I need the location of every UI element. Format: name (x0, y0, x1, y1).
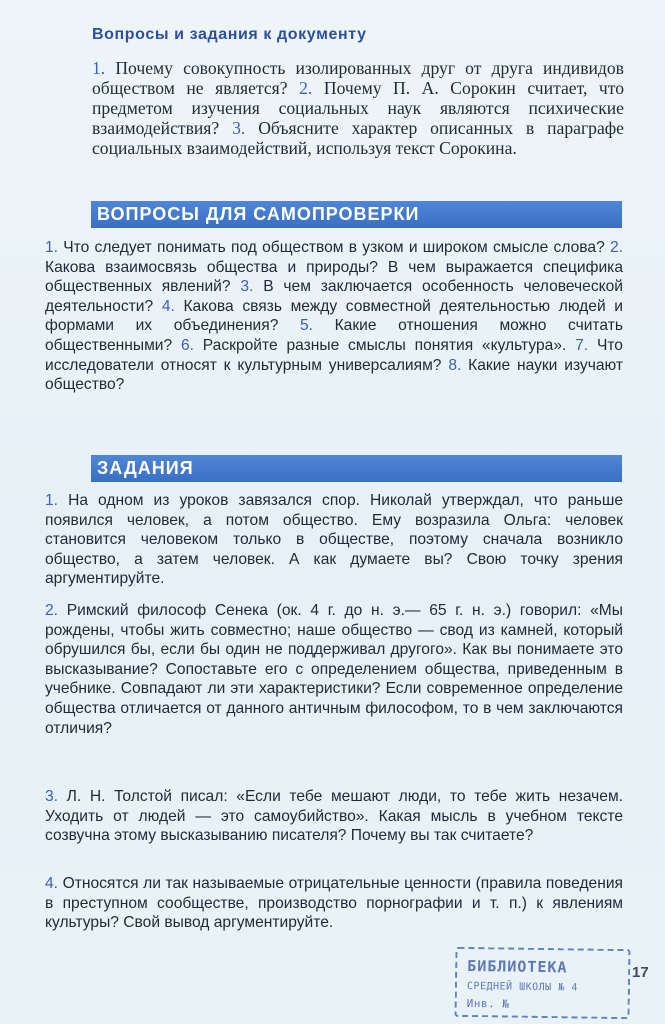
stamp-line-library: БИБЛИОТЕКА (467, 956, 568, 977)
task-text: Римский философ Сенека (ок. 4 г. до н. э.— 65 г. н. э.) говорил: «Мы рождены, чтобы жить совместно; наше общество — свод из камней, который обрушился бы, если бы один не поддерживал другого». Как вы понимаете это высказывание? Сопоставьте его с определением общества, приведенным в учебнике. Совпадают ли эти характеристики? Если современное определение общества отличается от данного античным философом, то в чем заключаются отличия? (45, 602, 623, 737)
question-number: 2. (609, 239, 623, 256)
self-check-heading: ВОПРОСЫ ДЛЯ САМОПРОВЕРКИ (97, 204, 420, 224)
task-text: Л. Н. Толстой писал: «Если тебе мешают люди, то тебе жить незачем. Уходить от людей — это самоубийство». Какая мысль в учебном тексте созвучна этому высказыванию писателя? Почему вы так считаете? (45, 788, 623, 845)
question-text: Какие науки изучают общество? (45, 356, 624, 394)
question-text: Какова взаимосвязь общества и природы? В чем выражается специфика общественных явлений? (45, 258, 623, 296)
task-number: 4. (45, 875, 59, 892)
question-number: 5. (299, 317, 313, 335)
question-number: 1. (92, 58, 106, 78)
question-number: 3. (232, 118, 246, 138)
question-text: Что следует понимать под обществом в узком и широком смысле слова? (58, 239, 610, 256)
self-check-heading-bar (91, 201, 622, 228)
question-text: Почему совокупность изолированных друг от друга индивидов обществом не является? (92, 58, 624, 98)
question-number: 3. (240, 278, 254, 296)
question-text: Какие отношения можно считать общественными? (45, 317, 623, 354)
question-text: Почему П. А. Сорокин считает, что предметом изучения социальных наук являются психические взаимодействия? (92, 78, 624, 138)
question-number: 1. (45, 239, 59, 256)
task-item (45, 787, 623, 846)
library-stamp (455, 947, 631, 1019)
question-number: 8. (448, 356, 462, 374)
question-text: Какова связь между совместной деятельностью людей и формами их объединения? (45, 297, 624, 335)
question-number: 4. (161, 297, 175, 315)
question-text: Объясните характер описанных в параграфе социальных взаимодействий, используя текст Сорокина. (92, 118, 624, 158)
task-item (45, 601, 623, 738)
task-text: Относятся ли так называемые отрицательные ценности (правила поведения в преступном сообществе, производство порнографии и т. п.) к явлениям культуры? Свой вывод аргументируйте. (45, 875, 623, 932)
tasks-heading-bar (91, 455, 622, 482)
page-number: 17 (632, 964, 649, 981)
task-item (45, 874, 623, 933)
self-check-questions-text (45, 238, 623, 395)
task-number: 1. (45, 492, 59, 509)
question-number: 6. (180, 336, 194, 354)
task-number: 2. (45, 602, 59, 619)
question-text: Что исследователи относят к культурным универсалиям? (45, 336, 623, 374)
task-number: 3. (45, 788, 59, 805)
stamp-line-inventory: Инв. № (466, 996, 510, 1011)
question-number: 7. (575, 336, 589, 354)
tasks-heading: ЗАДАНИЯ (97, 458, 194, 478)
task-text: На одном из уроков завязался спор. Николай утверждал, что раньше появился человек, а потом общество. Ему возразила Ольга: человек становится человеком только в обществе, поэтому сначала возникло общество, а затем человек. А как думаете вы? Свою точку зрения аргументируйте. (45, 492, 623, 588)
stamp-line-school: СРЕДНЕЙ ШКОЛЫ № 4 (466, 980, 578, 994)
document-questions-text (92, 58, 624, 158)
document-questions-heading: Вопросы и задания к документу (92, 26, 367, 43)
task-item (45, 491, 623, 589)
question-number: 2. (299, 78, 313, 98)
question-text: В чем заключается особенность человеческой деятельности? (45, 278, 623, 315)
question-text: Раскройте разные смыслы понятия «культура». (194, 336, 576, 354)
